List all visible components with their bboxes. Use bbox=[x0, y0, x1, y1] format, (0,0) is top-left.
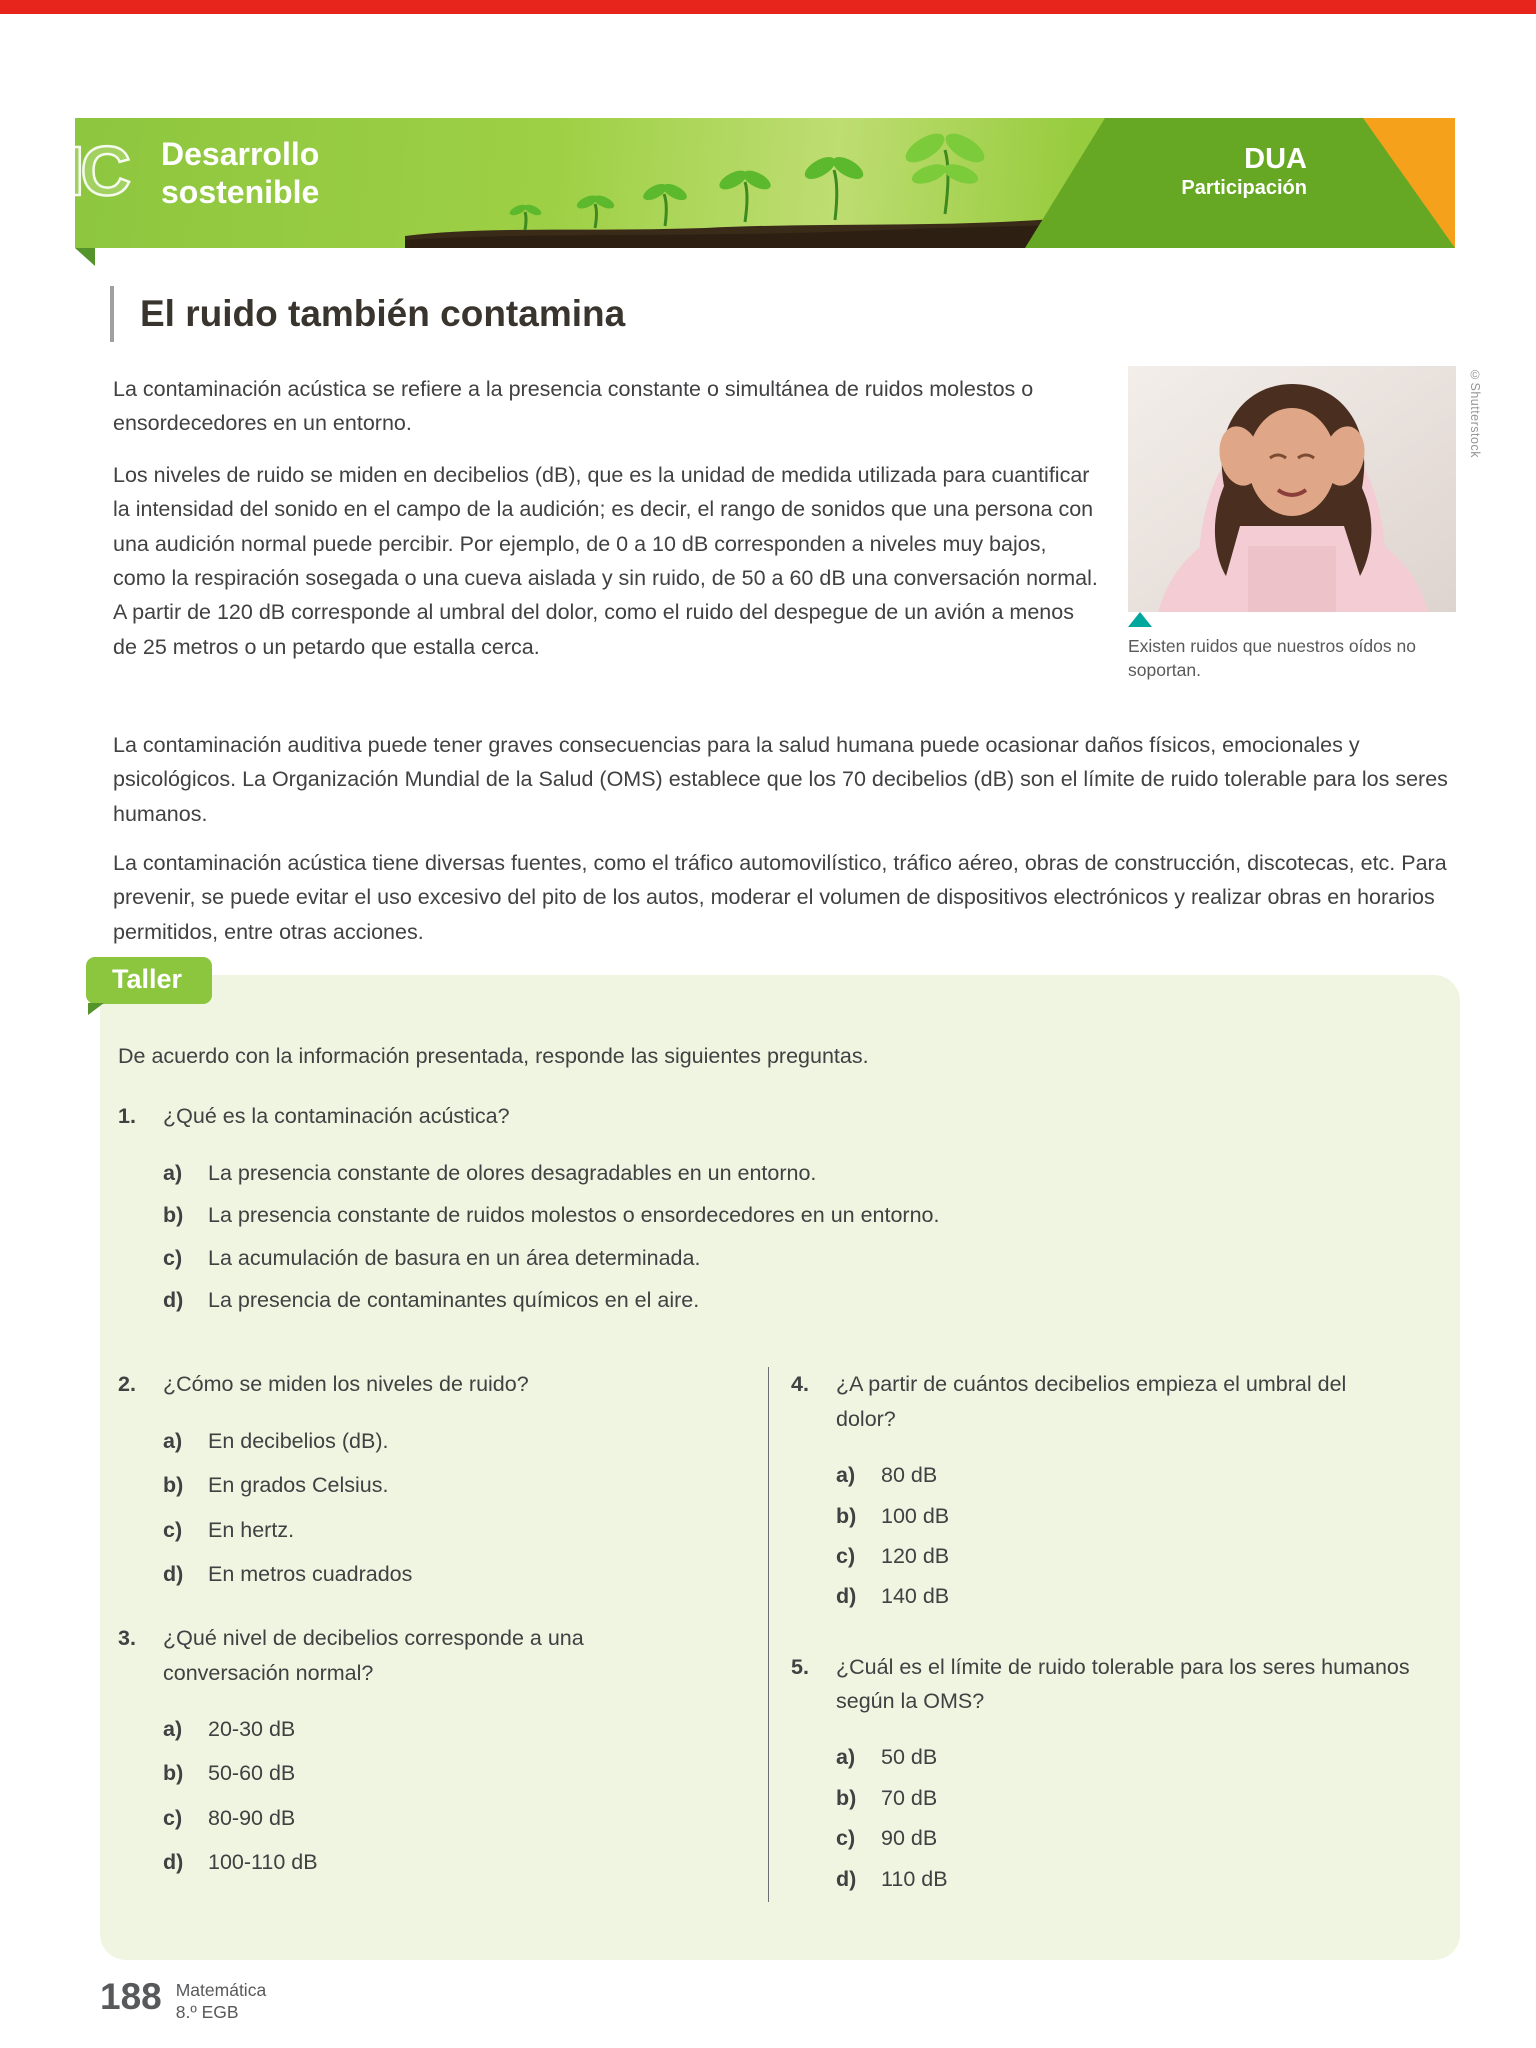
option-letter: a) bbox=[836, 1745, 856, 1770]
option-letter: c) bbox=[836, 1543, 856, 1568]
option-3c bbox=[118, 1801, 768, 1835]
option-4b bbox=[791, 1499, 1430, 1533]
option-text: 110 dB bbox=[881, 1866, 948, 1891]
option-2d bbox=[118, 1557, 768, 1591]
option-text: En hertz. bbox=[208, 1517, 295, 1542]
option-1b bbox=[118, 1198, 1430, 1232]
option-text: 100 dB bbox=[881, 1503, 950, 1528]
question-number: 4. bbox=[791, 1372, 809, 1397]
option-text: 120 dB bbox=[881, 1543, 950, 1568]
option-1d bbox=[118, 1283, 1430, 1317]
banner-fold-triangle bbox=[75, 248, 95, 266]
question-text: ¿Cuál es el límite de ruido tolerable para los seres humanos según la OMS? bbox=[836, 1654, 1410, 1714]
option-text: En grados Celsius. bbox=[208, 1473, 389, 1498]
article-title-row bbox=[110, 286, 625, 342]
question-text: ¿Qué es la contaminación acústica? bbox=[163, 1104, 510, 1129]
page-number: 188 bbox=[100, 1976, 162, 2017]
option-4d bbox=[791, 1579, 1430, 1613]
option-text: La presencia de contaminantes químicos en el aire. bbox=[208, 1287, 700, 1312]
option-5a bbox=[791, 1740, 1430, 1774]
question-5 bbox=[791, 1650, 1430, 1896]
option-text: 20-30 dB bbox=[208, 1717, 296, 1742]
footer-grade: 8.º EGB bbox=[175, 2001, 239, 2022]
option-text: 70 dB bbox=[881, 1785, 938, 1810]
page-footer bbox=[100, 1978, 266, 2024]
option-text: 100-110 dB bbox=[208, 1850, 318, 1875]
option-4a bbox=[791, 1458, 1430, 1492]
lead-text bbox=[113, 372, 1103, 681]
question-4-options bbox=[791, 1458, 1430, 1614]
question-3-options bbox=[118, 1712, 768, 1880]
banner-title-line1: Desarrollo bbox=[161, 136, 320, 172]
ic-logo: IC bbox=[65, 132, 127, 210]
title-accent-bar bbox=[110, 286, 114, 342]
dua-label: DUA bbox=[1244, 143, 1307, 175]
option-text: 80 dB bbox=[881, 1463, 938, 1488]
figure bbox=[1128, 366, 1482, 612]
paragraph-2: Los niveles de ruido se miden en decibelios (dB), que es la unidad de medida utilizada para cuantificar la intensidad del sonido en el campo de la audición; es decir, el rango de sonidos que una persona con una audición normal puede percibir. Por ejemplo, de 0 a 10 dB corresponden a niveles muy bajos, como la respiración sosegada o una cueva aislada y sin ruido, de 50 a 60 dB una conversación normal. A partir de 120 dB corresponde al umbral del dolor, como el ruido del despegue de un avión a menos de 25 metros o un petardo que estalla cerca. bbox=[113, 462, 1098, 659]
option-3d bbox=[118, 1845, 768, 1879]
seedlings-photo bbox=[405, 118, 1125, 248]
option-letter: b) bbox=[163, 1473, 184, 1498]
option-5c bbox=[791, 1821, 1430, 1855]
question-5-options bbox=[791, 1740, 1430, 1896]
taller-panel bbox=[100, 964, 1460, 1960]
top-red-strip bbox=[0, 0, 1536, 14]
dua-sublabel: Participación bbox=[1181, 176, 1307, 199]
paragraph-4: La contaminación acústica tiene diversas fuentes, como el tráfico automovilístico, tráfico aéreo, obras de construcción, discotecas, etc. Para prevenir, se puede evitar el uso excesivo del pito de los autos, moderar el volumen de dispositivos electrónicos y realizar obras en horarios permitidos, entre otras acciones. bbox=[113, 851, 1447, 944]
option-text: 140 dB bbox=[881, 1584, 950, 1609]
option-letter: d) bbox=[163, 1561, 184, 1586]
paragraph-1: La contaminación acústica se refiere a la presencia constante o simultánea de ruidos molestos o ensordecedores en un entorno. bbox=[113, 377, 1034, 436]
question-number: 5. bbox=[791, 1654, 809, 1679]
option-2c bbox=[118, 1513, 768, 1547]
question-number: 1. bbox=[118, 1104, 136, 1129]
option-4c bbox=[791, 1539, 1430, 1573]
option-text: 50-60 dB bbox=[208, 1761, 296, 1786]
option-1a bbox=[118, 1156, 1430, 1190]
question-4 bbox=[791, 1367, 1430, 1613]
question-1 bbox=[118, 1099, 1430, 1317]
taller-badge-label: Taller bbox=[112, 964, 183, 994]
option-text: La presencia constante de ruidos molestos o ensordecedores en un entorno. bbox=[208, 1203, 940, 1228]
paragraph-3: La contaminación auditiva puede tener graves consecuencias para la salud humana puede ocasionar daños físicos, emocionales y psicológicos. La Organización Mundial de la Salud (OMS) establece que los 70 decibelios (dB) son el límite de ruido tolerable para los seres humanos. bbox=[113, 733, 1448, 826]
photo-caption: Existen ruidos que nuestros oídos no soportan. bbox=[1128, 636, 1416, 680]
teal-triangle-marker bbox=[1128, 612, 1152, 627]
option-letter: b) bbox=[836, 1503, 857, 1528]
option-3a bbox=[118, 1712, 768, 1746]
option-letter: a) bbox=[163, 1428, 183, 1453]
dua-label-group bbox=[1181, 142, 1307, 200]
option-2a bbox=[118, 1424, 768, 1458]
option-text: La acumulación de basura en un área determinada. bbox=[208, 1245, 701, 1270]
option-text: 50 dB bbox=[881, 1745, 938, 1770]
photo-woman-covering-ears bbox=[1128, 366, 1456, 612]
option-letter: c) bbox=[163, 1517, 183, 1542]
question-number: 2. bbox=[118, 1372, 136, 1397]
question-text: ¿Cómo se miden los niveles de ruido? bbox=[163, 1372, 529, 1397]
option-text: La presencia constante de olores desagradables en un entorno. bbox=[208, 1160, 817, 1185]
banner-title bbox=[161, 136, 319, 212]
option-text: En metros cuadrados bbox=[208, 1561, 413, 1586]
photo-credit: ©Shutterstock bbox=[1468, 368, 1482, 458]
question-columns bbox=[118, 1367, 1430, 1902]
question-1-options bbox=[118, 1156, 1430, 1318]
option-letter: a) bbox=[163, 1717, 183, 1742]
option-letter: a) bbox=[163, 1160, 183, 1185]
right-column bbox=[769, 1367, 1430, 1902]
option-letter: c) bbox=[163, 1245, 183, 1270]
taller-intro: De acuerdo con la información presentada, responde las siguientes preguntas. bbox=[118, 1044, 869, 1068]
option-letter: b) bbox=[163, 1761, 184, 1786]
section-banner bbox=[65, 118, 1455, 248]
question-text: ¿Qué nivel de decibelios corresponde a una conversación normal? bbox=[163, 1626, 584, 1685]
option-letter: a) bbox=[836, 1463, 856, 1488]
question-number: 3. bbox=[118, 1626, 136, 1651]
page-title: El ruido también contamina bbox=[140, 293, 626, 334]
option-letter: d) bbox=[836, 1866, 857, 1891]
question-3 bbox=[118, 1621, 768, 1879]
option-2b bbox=[118, 1468, 768, 1502]
option-letter: b) bbox=[163, 1203, 184, 1228]
footer-subject: Matemática bbox=[175, 1980, 267, 2000]
taller-badge bbox=[86, 957, 212, 1004]
left-column bbox=[118, 1367, 768, 1902]
footer-meta bbox=[176, 1978, 266, 2024]
question-2-options bbox=[118, 1424, 768, 1592]
option-text: En decibelios (dB). bbox=[208, 1428, 389, 1453]
option-3b bbox=[118, 1756, 768, 1790]
option-1c bbox=[118, 1241, 1430, 1275]
question-text: ¿A partir de cuántos decibelios empieza el umbral del dolor? bbox=[836, 1372, 1347, 1431]
option-letter: d) bbox=[836, 1584, 857, 1609]
option-5b bbox=[791, 1781, 1430, 1815]
option-text: 90 dB bbox=[881, 1826, 938, 1851]
option-letter: c) bbox=[163, 1805, 183, 1830]
option-letter: b) bbox=[836, 1785, 857, 1810]
option-letter: d) bbox=[163, 1287, 184, 1312]
option-text: 80-90 dB bbox=[208, 1805, 296, 1830]
option-5d bbox=[791, 1862, 1430, 1896]
caption-block bbox=[1128, 612, 1458, 682]
option-letter: d) bbox=[163, 1850, 184, 1875]
question-2 bbox=[118, 1367, 768, 1591]
option-letter: c) bbox=[836, 1826, 856, 1851]
banner-title-line2: sostenible bbox=[161, 173, 320, 210]
